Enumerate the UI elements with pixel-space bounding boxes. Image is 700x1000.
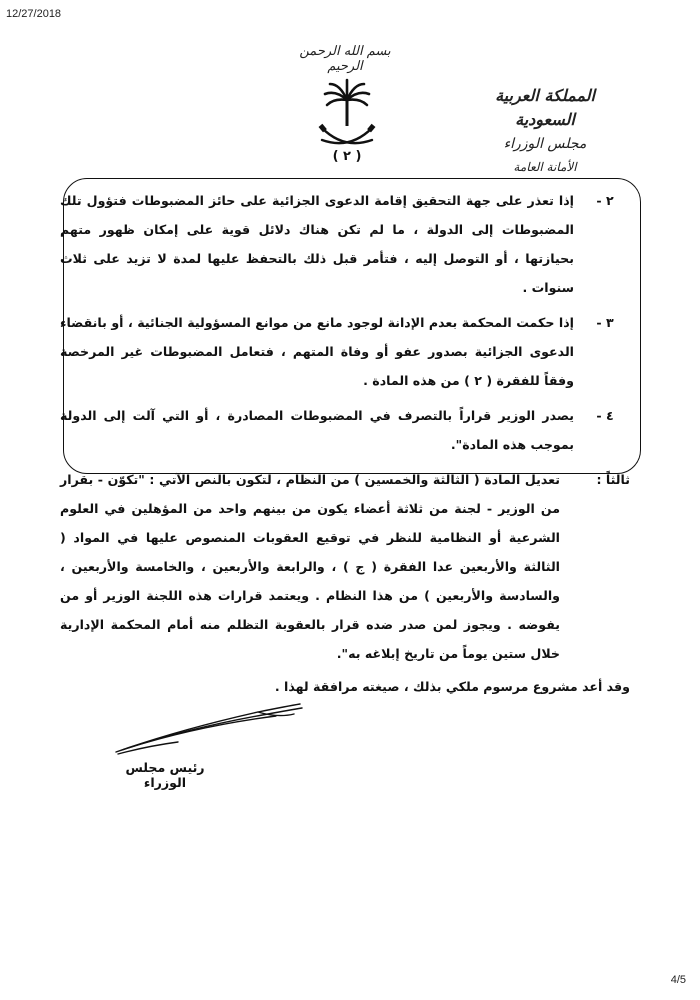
article-three-label: ثالثاً : <box>596 472 630 487</box>
item-number: ٤ - <box>596 408 614 423</box>
letterhead <box>480 84 610 178</box>
item-number: ٢ - <box>596 193 614 208</box>
signer-title: رئيس مجلس الوزراء <box>125 760 205 790</box>
item-text: يصدر الوزير قراراً بالتصرف في المضبوطات المصادرة ، أو التي آلت إلى الدولة بموجب هذه المادة". <box>60 408 574 452</box>
page-marker: ( ٢ ) <box>332 149 362 164</box>
basmala: بسم الله الرحمن الرحيم <box>299 44 391 74</box>
list-item <box>60 401 630 459</box>
letterhead-secretariat: الأمانة العامة <box>513 160 577 174</box>
list-item <box>60 186 630 302</box>
print-date: 12/27/2018 <box>6 8 62 20</box>
signature-icon <box>108 700 308 760</box>
article-three <box>60 465 630 668</box>
saudi-emblem-icon <box>316 78 378 153</box>
item-text: إذا تعذر على جهة التحقيق إقامة الدعوى الجزائية على حائز المضبوطات فتؤول تلك المضبوطات إلى الدولة ، ما لم تكن هناك دلائل قوية على إمكان ظهور متهم بحيازتها ، أو التوصل إليه ، فتأمر قبل ذلك بالتحفظ عليها لمدة لا تزيد على ثلاث سنوات . <box>60 193 574 295</box>
page-number: 4/5 <box>670 974 686 986</box>
letterhead-kingdom: المملكة العربية السعودية <box>495 86 595 129</box>
item-number: ٣ - <box>596 315 614 330</box>
letterhead-council: مجلس الوزراء <box>503 136 587 152</box>
article-three-text: تعديل المادة ( الثالثة والخمسين ) من النظام ، لتكون بالنص الآتي : "تكوّن - بقرار من الوزير - لجنة من ثلاثة أعضاء يكون من بينهم واحد من المؤهلين في العلوم الشرعية أو النظامية للنظر في توقيع العقوبات المنصوص عليها في المواد ( الثالثة والأربعين عدا الفقرة ( ج ) ، والرابعة والأربعين ، والخامسة والأربعين ، والسادسة والأربعين ) من هذا النظام . ويعتمد قرارات هذه اللجنة الوزير أو من يفوضه . ويجوز لمن صدر ضده قرار بالعقوبة التظلم منه أمام المحكمة الإدارية خلال ستين يوماً من تاريخ إبلاغه به". <box>60 472 560 661</box>
item-text: إذا حكمت المحكمة بعدم الإدانة لوجود مانع من موانع المسؤولية الجنائية ، أو بانقضاء الدعوى الجزائية بصدور عفو أو وفاة المتهم ، فتعامل المضبوطات غير المرخصة وفقاً للفقرة ( ٢ ) من هذه المادة . <box>60 315 574 388</box>
document-body <box>60 186 630 701</box>
list-item <box>60 308 630 395</box>
closing-statement: وقد أعد مشروع مرسوم ملكي بذلك ، صيغته مرافقة لهذا . <box>274 679 630 694</box>
